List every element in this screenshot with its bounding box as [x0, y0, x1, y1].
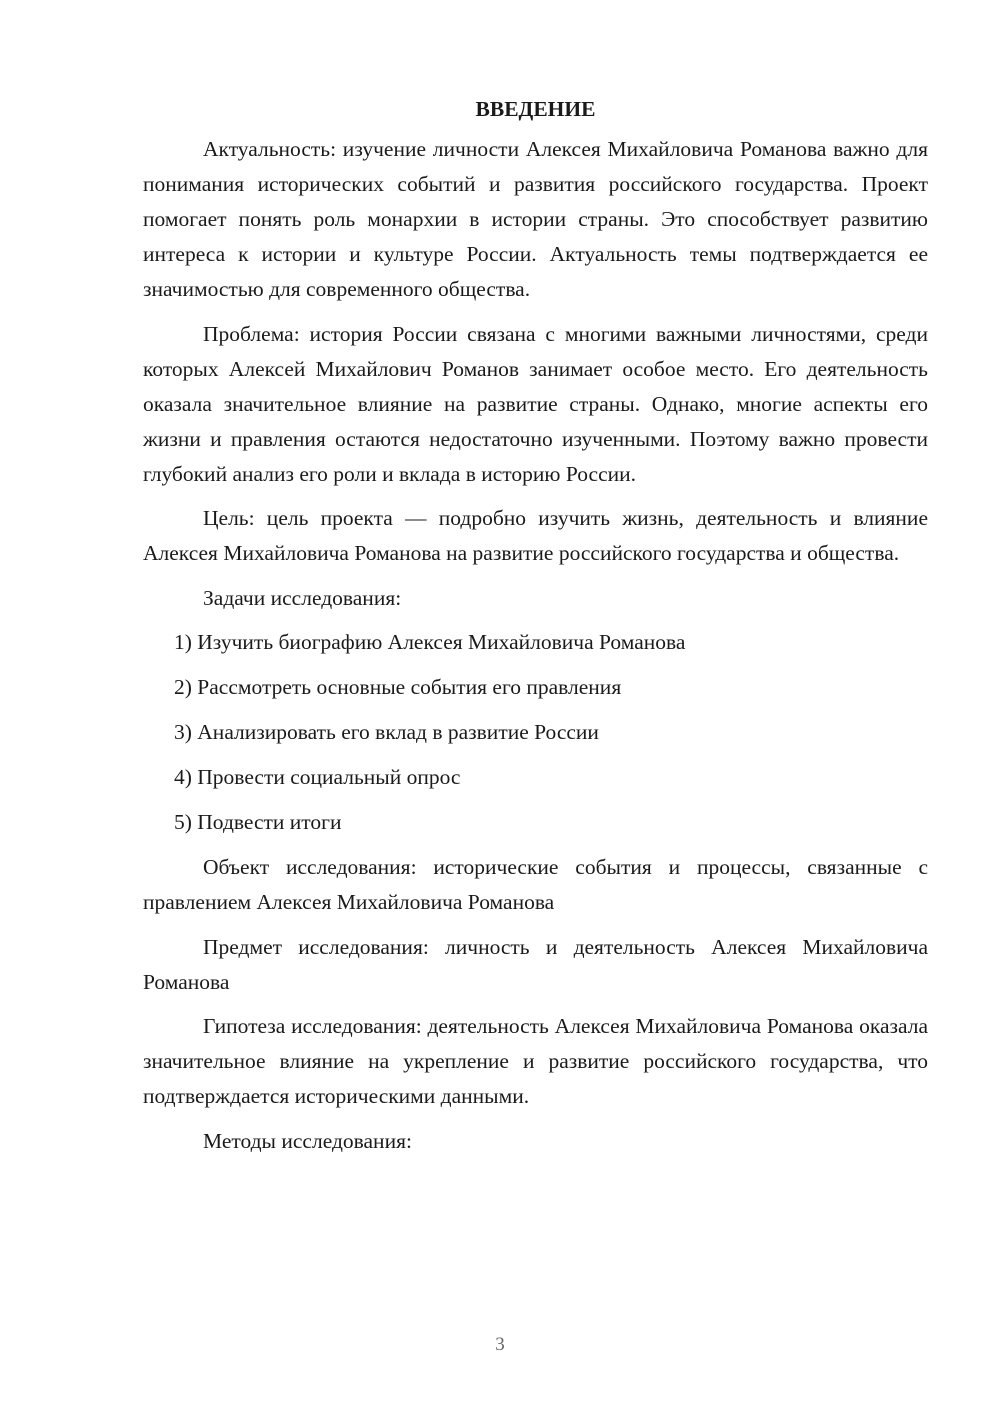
list-item: 2) Рассмотреть основные события его правления	[174, 675, 622, 699]
list-item: 4) Провести социальный опрос	[174, 765, 461, 789]
document-page	[143, 92, 928, 1168]
tasks-list	[143, 625, 928, 840]
list-item: 3) Анализировать его вклад в развитие России	[174, 720, 599, 744]
page-title: ВВЕДЕНИЕ	[475, 97, 596, 121]
paragraph-tasks-heading: Задачи исследования:	[203, 585, 402, 610]
list-item: 5) Подвести итоги	[174, 810, 342, 834]
paragraph-relevance: Актуальность: изучение личности Алексея Михайловича Романова важно для понимания исторических событий и развития российского государства. Проект помогает понять роль монархии в истории страны. Это способствует развитию интереса к истории и культуре России. Актуальность темы подтверждается ее значимостью для современного общества.	[143, 137, 928, 301]
paragraph-problem: Проблема: история России связана с многими важными личностями, среди которых Алексей Михайлович Романов занимает особое место. Его деятельность оказала значительное влияние на развитие страны. Однако, многие аспекты его жизни и правления остаются недостаточно изученными. Поэтому важно провести глубокий анализ его роли и вклада в историю России.	[143, 321, 928, 486]
paragraph-methods-heading: Методы исследования:	[203, 1128, 412, 1153]
paragraph-subject: Предмет исследования: личность и деятельность Алексея Михайловича Романова	[143, 934, 928, 994]
paragraph-hypothesis: Гипотеза исследования: деятельность Алексея Михайловича Романова оказала значительное влияние на укрепление и развитие российского государства, что подтверждается историческими данными.	[143, 1014, 928, 1108]
paragraph-object: Объект исследования: исторические события и процессы, связанные с правлением Алексея Михайловича Романова	[143, 855, 928, 914]
paragraph-goal: Цель: цель проекта — подробно изучить жизнь, деятельность и влияние Алексея Михайловича Романова на развитие российского государства и общества.	[143, 506, 928, 565]
page-number: 3	[495, 1334, 505, 1355]
list-item: 1) Изучить биографию Алексея Михайловича Романова	[174, 630, 686, 654]
